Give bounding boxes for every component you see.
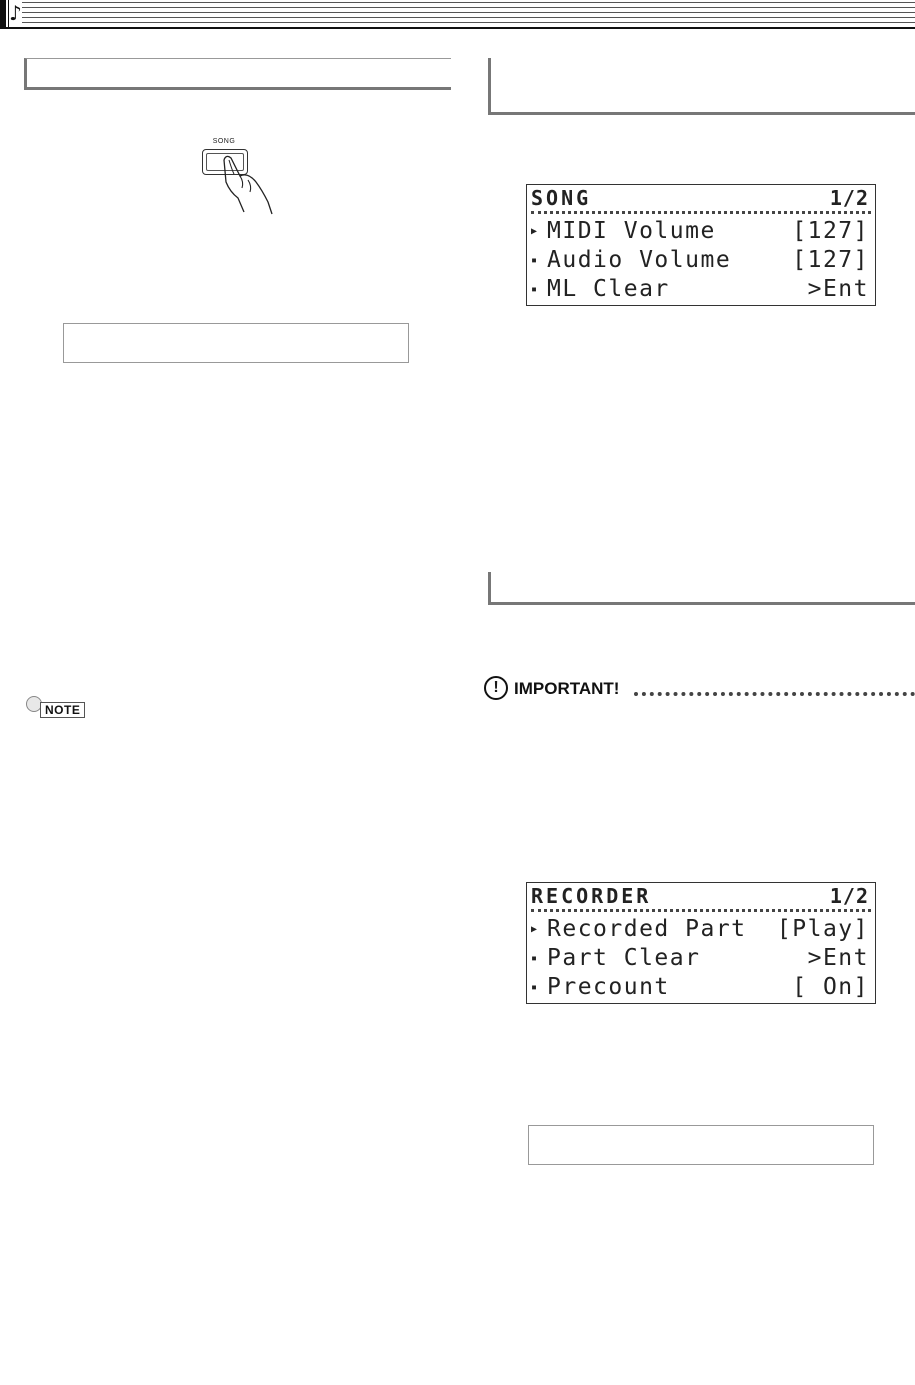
bullet-icon: ▪ xyxy=(531,283,539,295)
bullet-icon: ▪ xyxy=(531,254,539,266)
important-label: IMPORTANT! xyxy=(514,679,620,698)
lcd-row xyxy=(531,944,869,972)
lcd-row-value: [ On] xyxy=(792,974,869,1000)
lcd-page: 1/2 xyxy=(829,186,869,210)
important-badge xyxy=(484,676,915,702)
lcd-row-label: Audio Volume xyxy=(547,247,732,273)
lcd-row xyxy=(531,246,869,274)
lcd-row xyxy=(531,973,869,1001)
staff-line xyxy=(22,12,915,13)
important-rule xyxy=(634,692,915,696)
bullet-icon: ▪ xyxy=(531,981,539,993)
staff-line xyxy=(22,17,915,18)
exclamation-icon: ! xyxy=(484,676,508,700)
selection-arrow-icon: ▶ xyxy=(531,923,539,935)
staff-line xyxy=(22,7,915,8)
lcd-row-value: >Ent xyxy=(807,276,869,302)
lcd-header xyxy=(531,885,869,907)
text-box-left xyxy=(63,323,409,363)
lcd-song-display xyxy=(526,184,876,306)
header-staff xyxy=(0,0,915,30)
text-box-right xyxy=(528,1125,874,1165)
lcd-row-value: [Play] xyxy=(776,916,869,942)
lcd-title: RECORDER xyxy=(531,884,652,908)
song-button-illustration xyxy=(196,138,286,218)
note-badge xyxy=(24,696,98,718)
selection-arrow-icon: ▶ xyxy=(531,225,539,237)
staff-line xyxy=(22,22,915,23)
music-note-icon: ♪ xyxy=(9,1,22,25)
lcd-row-label: Part Clear xyxy=(547,945,701,971)
lcd-row xyxy=(531,217,869,245)
section-heading-left xyxy=(24,58,451,90)
pressing-hand-icon xyxy=(218,152,278,218)
lcd-row-value: >Ent xyxy=(807,945,869,971)
staff-line xyxy=(22,2,915,3)
lcd-row-label: MIDI Volume xyxy=(547,218,716,244)
staff-bar xyxy=(0,0,6,28)
lcd-row xyxy=(531,275,869,303)
note-label: NOTE xyxy=(40,702,85,718)
header-rule xyxy=(0,27,915,29)
lcd-row-label: Recorded Part xyxy=(547,916,747,942)
lcd-row-label: Precount xyxy=(547,974,670,1000)
lcd-divider xyxy=(531,211,871,214)
lcd-page: 1/2 xyxy=(829,884,869,908)
lcd-row xyxy=(531,915,869,943)
lcd-header xyxy=(531,187,869,209)
section-heading-right-middle xyxy=(488,572,915,605)
lcd-divider xyxy=(531,909,871,912)
lcd-title: SONG xyxy=(531,186,592,210)
song-button-label: SONG xyxy=(212,138,236,145)
section-heading-right-top xyxy=(488,58,915,115)
lcd-row-value: [127] xyxy=(792,247,869,273)
lcd-row-value: [127] xyxy=(792,218,869,244)
lcd-row-label: ML Clear xyxy=(547,276,670,302)
bullet-icon: ▪ xyxy=(531,952,539,964)
lcd-recorder-display xyxy=(526,882,876,1004)
